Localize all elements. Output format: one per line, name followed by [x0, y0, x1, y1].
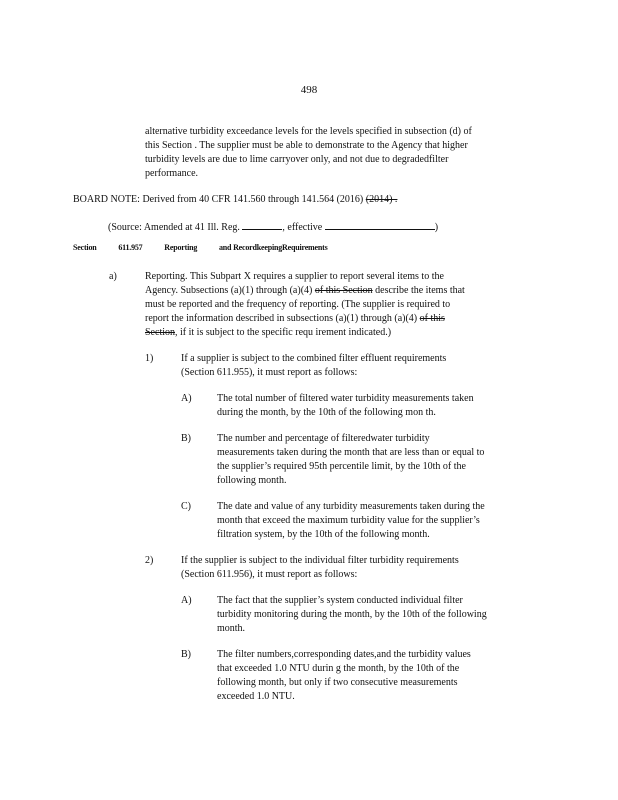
- item-marker: B): [181, 649, 191, 660]
- source-line: [108, 219, 438, 236]
- text-line: [145, 284, 465, 299]
- text-line: measurements taken during the month that are less than or equal to: [217, 447, 485, 458]
- text-line: The filter numbers,corresponding dates,and the turbidity values: [217, 649, 471, 660]
- text-line: filtration system, by the 10th of the following month.: [217, 529, 430, 540]
- section-title-2: and RecordkeepingRequirements: [218, 243, 328, 252]
- text-line: must be reported and the frequency of reporting. (The supplier is required to: [145, 299, 451, 310]
- text-line: The total number of filtered water turbidity measurements taken: [217, 393, 474, 404]
- item-marker: B): [181, 433, 191, 444]
- text-line: performance.: [145, 168, 199, 179]
- text-segment: , if it is subject to the specific requ irement indicated.): [175, 327, 392, 338]
- text-line: turbidity monitoring during the month, by the 10th of the following: [217, 609, 487, 620]
- item-marker: C): [181, 501, 191, 512]
- text-line: [145, 312, 445, 327]
- effective-date-blank: [325, 219, 435, 230]
- board-note-text: BOARD NOTE: Derived from 40 CFR 141.560 through 141.564 (2016): [73, 194, 364, 205]
- text-line: [145, 326, 391, 341]
- text-line: this Section . The supplier must be able to demonstrate to the Agency that higher: [145, 140, 468, 151]
- text-segment: report the information described in subsections (a)(1) through (a)(4): [145, 313, 418, 324]
- text-segment: Agency. Subsections (a)(1) through (a)(4): [145, 285, 313, 296]
- source-middle: , effective: [282, 222, 323, 233]
- item-marker: 1): [145, 353, 154, 364]
- text-line: turbidity levels are due to lime carryover only, and not due to degradedfilter: [145, 154, 449, 165]
- text-line: during the month, by the 10th of the following mon th.: [217, 407, 436, 418]
- source-prefix: (Source: Amended at 41 Ill. Reg.: [108, 222, 240, 233]
- section-label: Section: [73, 243, 97, 252]
- text-line: that exceeded 1.0 NTU durin g the month, by the 10th of the: [217, 663, 460, 674]
- subsection-marker: a): [109, 271, 117, 282]
- text-line: The number and percentage of filteredwater turbidity: [217, 433, 430, 444]
- text-line: Reporting. This Subpart X requires a supplier to report several items to the: [145, 271, 444, 282]
- text-line: exceeded 1.0 NTU.: [217, 691, 295, 702]
- item-marker: 2): [145, 555, 154, 566]
- section-heading: [73, 243, 347, 252]
- text-line: the supplier’s required 95th percentile limit, by the 10th of the: [217, 461, 466, 472]
- section-title-1: Reporting: [164, 243, 198, 252]
- source-suffix: ): [434, 222, 439, 233]
- register-blank: [242, 219, 282, 230]
- text-line: The fact that the supplier’s system conducted individual filter: [217, 595, 463, 606]
- text-line: If the supplier is subject to the individual filter turbidity requirements: [181, 555, 459, 566]
- text-line: If a supplier is subject to the combined filter effluent requirements: [181, 353, 447, 364]
- board-note: [73, 193, 397, 208]
- text-line: (Section 611.956), it must report as follows:: [181, 569, 358, 580]
- section-number: 611.957: [118, 243, 143, 252]
- page-number: 498: [300, 84, 318, 96]
- struck-text: Section: [145, 327, 175, 338]
- text-line: alternative turbidity exceedance levels for the levels specified in subsection (d) of: [145, 126, 472, 137]
- text-line: month that exceed the maximum turbidity value for the supplier’s: [217, 515, 480, 526]
- board-note-struck-text: (2014) .: [365, 194, 398, 205]
- text-line: The date and value of any turbidity measurements taken during the: [217, 501, 485, 512]
- text-segment: describe the items that: [375, 285, 465, 296]
- text-line: month.: [217, 623, 246, 634]
- item-marker: A): [181, 393, 192, 404]
- text-line: following month.: [217, 475, 287, 486]
- struck-text: of this Section: [314, 285, 373, 296]
- item-marker: A): [181, 595, 192, 606]
- text-line: following month, but only if two consecutive measurements: [217, 677, 458, 688]
- text-line: (Section 611.955), it must report as follows:: [181, 367, 358, 378]
- struck-text: of this: [419, 313, 445, 324]
